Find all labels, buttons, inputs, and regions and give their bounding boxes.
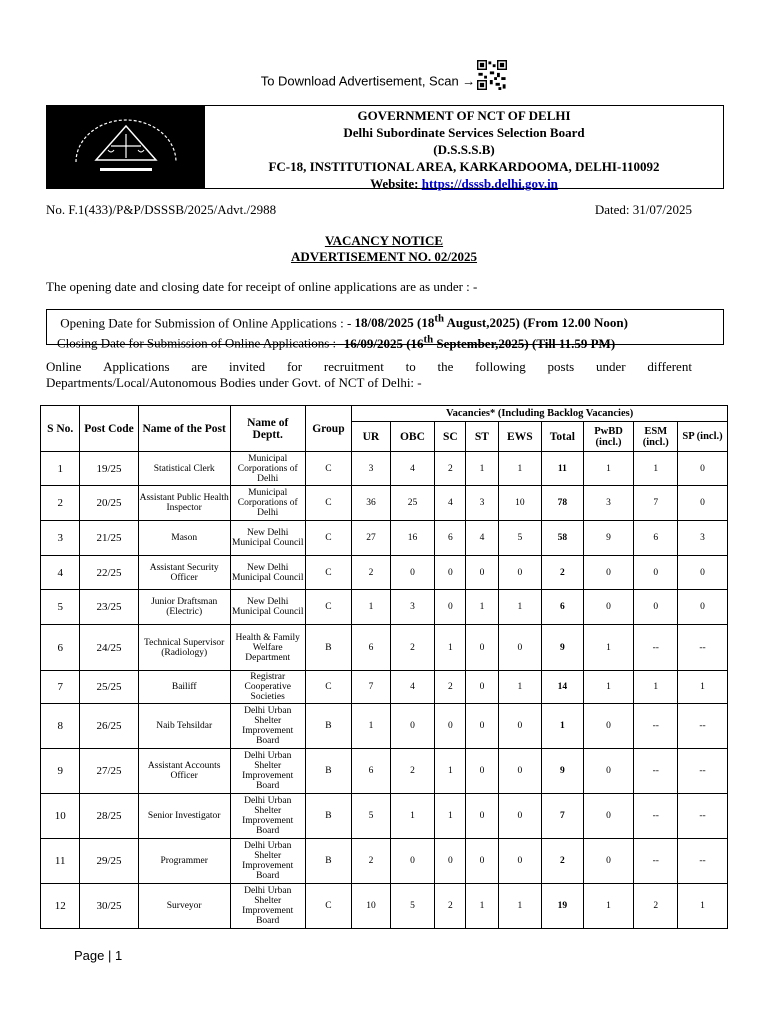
- cell-post-name: Statistical Clerk: [138, 452, 230, 486]
- paragraph-line-2: Departments/Local/Autonomous Bodies under Govt. of NCT of Delhi: -: [46, 375, 422, 390]
- table-row: [41, 486, 728, 521]
- cell-ews: 1: [498, 884, 542, 929]
- cell-obc: 0: [390, 556, 435, 590]
- table-row: [41, 794, 728, 839]
- cell-deptt: New Delhi Municipal Council: [230, 556, 305, 590]
- cell-total: 1: [542, 704, 584, 749]
- header-st: ST: [466, 422, 498, 452]
- date-of-notice: Dated: 31/07/2025: [594, 202, 692, 217]
- cell-post-code: 20/25: [80, 486, 138, 521]
- cell-ews: 1: [498, 590, 542, 625]
- cell-total: 19: [542, 884, 584, 929]
- cell-sp: --: [678, 704, 728, 749]
- cell-pwbd: 1: [583, 452, 634, 486]
- header-deptt: Name of Deptt.: [230, 406, 305, 452]
- cell-esm: --: [634, 625, 678, 671]
- website-line: [205, 175, 723, 192]
- header-sc: SC: [435, 422, 466, 452]
- cell-post-code: 28/25: [80, 794, 138, 839]
- cell-ews: 0: [498, 704, 542, 749]
- cell-ews: 5: [498, 521, 542, 556]
- cell-total: 9: [542, 749, 584, 794]
- cell-sno: 12: [41, 884, 80, 929]
- cell-sno: 7: [41, 671, 80, 704]
- cell-post-name: Assistant Accounts Officer: [138, 749, 230, 794]
- cell-sp: 0: [678, 452, 728, 486]
- cell-post-code: 23/25: [80, 590, 138, 625]
- qr-code-icon[interactable]: [477, 60, 507, 90]
- cell-st: 3: [466, 486, 498, 521]
- paragraph-word: posts: [547, 359, 575, 374]
- cell-esm: --: [634, 749, 678, 794]
- cell-pwbd: 9: [583, 521, 634, 556]
- cell-sc: 0: [435, 839, 466, 884]
- cell-deptt: New Delhi Municipal Council: [230, 521, 305, 556]
- table-row: [41, 749, 728, 794]
- cell-esm: 0: [634, 556, 678, 590]
- table-row: [41, 625, 728, 671]
- cell-sc: 6: [435, 521, 466, 556]
- cell-group: B: [305, 839, 352, 884]
- cell-group: C: [305, 556, 352, 590]
- cell-post-code: 19/25: [80, 452, 138, 486]
- download-note: [0, 66, 768, 96]
- cell-sno: 4: [41, 556, 80, 590]
- cell-ews: 0: [498, 749, 542, 794]
- cell-post-name: Assistant Public Health Inspector: [138, 486, 230, 521]
- closing-label: Closing Date for Submission of Online Applications :-: [57, 335, 341, 351]
- cell-pwbd: 1: [583, 884, 634, 929]
- cell-group: C: [305, 590, 352, 625]
- paragraph-word: are: [191, 359, 208, 374]
- cell-group: C: [305, 452, 352, 486]
- cell-pwbd: 0: [583, 839, 634, 884]
- cell-sc: 1: [435, 749, 466, 794]
- cell-post-name: Senior Investigator: [138, 794, 230, 839]
- table-row: [41, 884, 728, 929]
- cell-group: C: [305, 671, 352, 704]
- cell-sno: 11: [41, 839, 80, 884]
- paragraph-word: for: [286, 359, 303, 374]
- cell-st: 0: [466, 671, 498, 704]
- cell-obc: 1: [390, 794, 435, 839]
- letterhead: [46, 105, 724, 189]
- cell-obc: 4: [390, 671, 435, 704]
- cell-esm: --: [634, 794, 678, 839]
- cell-sno: 10: [41, 794, 80, 839]
- cell-total: 78: [542, 486, 584, 521]
- cell-sno: 9: [41, 749, 80, 794]
- cell-ur: 27: [352, 521, 390, 556]
- cell-ur: 3: [352, 452, 390, 486]
- cell-ur: 6: [352, 749, 390, 794]
- cell-obc: 2: [390, 749, 435, 794]
- cell-deptt: Registrar Cooperative Societies: [230, 671, 305, 704]
- closing-rest: September,2025) (Till 11.59 PM): [433, 335, 616, 351]
- cell-pwbd: 1: [583, 625, 634, 671]
- vacancy-table-body: [41, 452, 728, 929]
- govt-name: GOVERNMENT OF NCT OF DELHI: [357, 108, 571, 123]
- opening-sup: th: [434, 313, 444, 325]
- cell-deptt: Delhi Urban Shelter Improvement Board: [230, 884, 305, 929]
- cell-ews: 0: [498, 794, 542, 839]
- cell-sno: 5: [41, 590, 80, 625]
- cell-deptt: Delhi Urban Shelter Improvement Board: [230, 794, 305, 839]
- website-label: Website:: [370, 176, 419, 191]
- table-row: [41, 556, 728, 590]
- cell-st: 1: [466, 452, 498, 486]
- cell-ur: 1: [352, 704, 390, 749]
- table-row: [41, 671, 728, 704]
- cell-total: 7: [542, 794, 584, 839]
- opening-label: Opening Date for Submission of Online Applications : -: [60, 315, 352, 331]
- opening-rest: August,2025) (From 12.00 Noon): [443, 315, 628, 331]
- notice-title: [0, 233, 768, 265]
- cell-sp: --: [678, 839, 728, 884]
- cell-st: 1: [466, 884, 498, 929]
- cell-group: B: [305, 704, 352, 749]
- cell-sp: 1: [678, 884, 728, 929]
- cell-group: B: [305, 749, 352, 794]
- paragraph-word: under: [596, 359, 626, 374]
- cell-sc: 0: [435, 704, 466, 749]
- paragraph-line-1: [46, 359, 692, 375]
- cell-total: 2: [542, 556, 584, 590]
- cell-sno: 8: [41, 704, 80, 749]
- paragraph-word: different: [647, 359, 692, 374]
- cell-post-code: 26/25: [80, 704, 138, 749]
- cell-st: 0: [466, 704, 498, 749]
- cell-post-name: Programmer: [138, 839, 230, 884]
- cell-ews: 0: [498, 839, 542, 884]
- header-ews: EWS: [498, 422, 542, 452]
- intro-text: The opening date and closing date for receipt of online applications are as under : -: [46, 279, 478, 294]
- header-sp: SP (incl.): [678, 422, 728, 452]
- paragraph-word: invited: [229, 359, 266, 374]
- cell-ews: 0: [498, 625, 542, 671]
- cell-sp: 0: [678, 486, 728, 521]
- download-note-text: To Download Advertisement, Scan →: [260, 73, 476, 89]
- cell-esm: --: [634, 704, 678, 749]
- reference-number: No. F.1(433)/P&P/DSSSB/2025/Advt./2988: [46, 202, 277, 217]
- cell-pwbd: 0: [583, 556, 634, 590]
- cell-group: C: [305, 486, 352, 521]
- reference-line: [46, 202, 692, 218]
- closing-date: 16/09/2025 (16: [343, 335, 424, 351]
- title-vacancy-notice: VACANCY NOTICE: [324, 233, 444, 248]
- cell-ews: 1: [498, 671, 542, 704]
- cell-total: 2: [542, 839, 584, 884]
- cell-post-name: Surveyor: [138, 884, 230, 929]
- cell-deptt: Delhi Urban Shelter Improvement Board: [230, 749, 305, 794]
- header-group: Group: [305, 406, 352, 452]
- cell-sc: 0: [435, 590, 466, 625]
- cell-post-code: 24/25: [80, 625, 138, 671]
- cell-esm: 0: [634, 590, 678, 625]
- header-ur: UR: [352, 422, 390, 452]
- cell-pwbd: 3: [583, 486, 634, 521]
- board-abbr: (D.S.S.S.B): [433, 142, 495, 157]
- cell-esm: --: [634, 839, 678, 884]
- cell-st: 4: [466, 521, 498, 556]
- website-link[interactable]: https://dsssb.delhi.gov.in: [421, 176, 558, 191]
- cell-sc: 2: [435, 452, 466, 486]
- invitation-paragraph: [46, 359, 692, 391]
- table-row: [41, 704, 728, 749]
- cell-deptt: Delhi Urban Shelter Improvement Board: [230, 704, 305, 749]
- opening-date-line: [57, 311, 723, 331]
- cell-sp: 0: [678, 590, 728, 625]
- header-vacancies: Vacancies* (Including Backlog Vacancies): [352, 406, 728, 422]
- cell-group: C: [305, 884, 352, 929]
- paragraph-word: the: [437, 359, 454, 374]
- closing-date-line: [57, 331, 723, 351]
- cell-esm: 6: [634, 521, 678, 556]
- cell-ur: 1: [352, 590, 390, 625]
- opening-date: 18/08/2025 (18: [354, 315, 435, 331]
- cell-st: 0: [466, 794, 498, 839]
- cell-sno: 1: [41, 452, 80, 486]
- cell-sno: 2: [41, 486, 80, 521]
- cell-sp: 3: [678, 521, 728, 556]
- cell-sc: 1: [435, 794, 466, 839]
- header-post-name: Name of the Post: [138, 406, 230, 452]
- cell-ews: 0: [498, 556, 542, 590]
- cell-ur: 5: [352, 794, 390, 839]
- cell-total: 9: [542, 625, 584, 671]
- cell-post-name: Mason: [138, 521, 230, 556]
- paragraph-word: to: [405, 359, 416, 374]
- cell-st: 0: [466, 749, 498, 794]
- table-row: [41, 521, 728, 556]
- cell-post-name: Junior Draftsman (Electric): [138, 590, 230, 625]
- cell-sp: --: [678, 749, 728, 794]
- header-sno: S No.: [41, 406, 80, 452]
- cell-pwbd: 0: [583, 590, 634, 625]
- cell-sno: 3: [41, 521, 80, 556]
- cell-total: 11: [542, 452, 584, 486]
- board-name: Delhi Subordinate Services Selection Board: [343, 125, 585, 140]
- paragraph-word: Online: [46, 359, 82, 374]
- cell-ur: 2: [352, 556, 390, 590]
- page-number: Page | 1: [74, 948, 123, 963]
- cell-sp: --: [678, 794, 728, 839]
- cell-obc: 25: [390, 486, 435, 521]
- cell-deptt: Delhi Urban Shelter Improvement Board: [230, 839, 305, 884]
- table-row: [41, 839, 728, 884]
- title-advertisement-no: ADVERTISEMENT NO. 02/2025: [290, 249, 478, 264]
- closing-sup: th: [423, 333, 434, 346]
- cell-obc: 0: [390, 704, 435, 749]
- cell-deptt: Municipal Corporations of Delhi: [230, 452, 305, 486]
- cell-post-name: Naib Tehsildar: [138, 704, 230, 749]
- cell-obc: 4: [390, 452, 435, 486]
- cell-ews: 1: [498, 452, 542, 486]
- header-pwbd: PwBD (incl.): [583, 422, 634, 452]
- cell-obc: 2: [390, 625, 435, 671]
- cell-ur: 6: [352, 625, 390, 671]
- cell-sp: 1: [678, 671, 728, 704]
- cell-st: 1: [466, 590, 498, 625]
- cell-group: B: [305, 625, 352, 671]
- cell-sc: 2: [435, 884, 466, 929]
- cell-group: B: [305, 794, 352, 839]
- cell-total: 6: [542, 590, 584, 625]
- cell-post-code: 25/25: [80, 671, 138, 704]
- cell-total: 58: [542, 521, 584, 556]
- table-row: [41, 452, 728, 486]
- cell-sno: 6: [41, 625, 80, 671]
- cell-post-code: 22/25: [80, 556, 138, 590]
- cell-post-code: 27/25: [80, 749, 138, 794]
- cell-sc: 2: [435, 671, 466, 704]
- cell-deptt: New Delhi Municipal Council: [230, 590, 305, 625]
- cell-post-code: 29/25: [80, 839, 138, 884]
- cell-esm: 7: [634, 486, 678, 521]
- cell-sc: 0: [435, 556, 466, 590]
- header-total: Total: [542, 422, 584, 452]
- paragraph-word: Applications: [103, 359, 170, 374]
- cell-sp: --: [678, 625, 728, 671]
- dates-box: [46, 309, 724, 351]
- cell-st: 0: [466, 625, 498, 671]
- cell-ur: 36: [352, 486, 390, 521]
- emblem-icon: [56, 112, 196, 182]
- cell-pwbd: 1: [583, 671, 634, 704]
- vacancy-table: [40, 405, 728, 929]
- cell-ur: 10: [352, 884, 390, 929]
- cell-sp: 0: [678, 556, 728, 590]
- cell-group: C: [305, 521, 352, 556]
- header-esm: ESM (incl.): [634, 422, 678, 452]
- cell-esm: 2: [634, 884, 678, 929]
- cell-sc: 1: [435, 625, 466, 671]
- cell-pwbd: 0: [583, 749, 634, 794]
- cell-post-name: Technical Supervisor (Radiology): [138, 625, 230, 671]
- cell-post-code: 21/25: [80, 521, 138, 556]
- cell-obc: 0: [390, 839, 435, 884]
- dsssb-logo: [47, 106, 205, 188]
- cell-esm: 1: [634, 671, 678, 704]
- cell-post-code: 30/25: [80, 884, 138, 929]
- cell-total: 14: [542, 671, 584, 704]
- cell-st: 0: [466, 839, 498, 884]
- header-obc: OBC: [390, 422, 435, 452]
- cell-obc: 16: [390, 521, 435, 556]
- cell-deptt: Health & Family Welfare Department: [230, 625, 305, 671]
- cell-ews: 10: [498, 486, 542, 521]
- cell-esm: 1: [634, 452, 678, 486]
- paragraph-word: following: [475, 359, 526, 374]
- cell-deptt: Municipal Corporations of Delhi: [230, 486, 305, 521]
- board-address: FC-18, INSTITUTIONAL AREA, KARKARDOOMA, DELHI-110092: [268, 159, 660, 174]
- cell-ur: 2: [352, 839, 390, 884]
- cell-post-name: Assistant Security Officer: [138, 556, 230, 590]
- cell-pwbd: 0: [583, 794, 634, 839]
- cell-ur: 7: [352, 671, 390, 704]
- header-post-code: Post Code: [80, 406, 138, 452]
- cell-obc: 3: [390, 590, 435, 625]
- paragraph-word: recruitment: [323, 359, 384, 374]
- table-row: [41, 590, 728, 625]
- cell-pwbd: 0: [583, 704, 634, 749]
- cell-post-name: Bailiff: [138, 671, 230, 704]
- cell-st: 0: [466, 556, 498, 590]
- cell-sc: 4: [435, 486, 466, 521]
- letterhead-text: [205, 106, 723, 191]
- cell-obc: 5: [390, 884, 435, 929]
